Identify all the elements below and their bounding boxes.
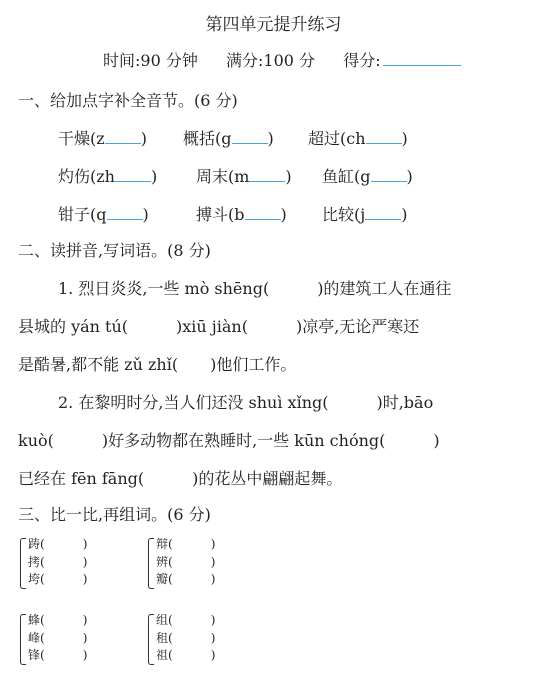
section-2-heading: 二、读拼音,写词语。(8 分) (18, 241, 211, 260)
pinyin-blank[interactable] (371, 169, 407, 182)
section-1-heading: 一、给加点字补全音节。(6 分) (18, 91, 238, 110)
sec1-row-2-c: 鱼缸(g ) (322, 167, 413, 186)
page-title: 第四单元提升练习 (205, 15, 342, 35)
sec1-row-1 (58, 126, 147, 149)
score-blank[interactable] (383, 51, 461, 66)
pinyin-blank[interactable] (366, 131, 402, 144)
full-score-label: 满分:100 分 (226, 51, 316, 70)
pinyin-blank[interactable] (249, 169, 285, 182)
sec2-line: 是酷暑,都不能 zǔ zhǐ( )他们工作。 (18, 355, 297, 374)
brace (20, 614, 26, 665)
pinyin-blank[interactable] (107, 207, 143, 220)
time-label: 时间:90 分钟 (103, 51, 198, 70)
sec1-row-2-b: 周末(m ) (196, 167, 292, 186)
brace (148, 538, 154, 589)
brace (148, 614, 154, 665)
char-group-4: 组( ) 租( ) 祖( ) (148, 612, 238, 666)
sec2-line: 县城的 yán tú( )xiū jiàn( )凉亭,无论严寒还 (18, 317, 420, 336)
sec1-item: 干燥(z ) (58, 129, 147, 148)
sec2-line: 1. 烈日炎炎,一些 mò shēng( )的建筑工人在通往 (58, 279, 452, 298)
pinyin-blank[interactable] (365, 207, 401, 220)
sec2-line: 2. 在黎明时分,当人们还没 shuì xǐng( )时,bāo (58, 393, 434, 412)
sec1-row-3-b: 搏斗(b ) (196, 205, 287, 224)
sec1-row-1-b: 概括(g ) (183, 129, 274, 148)
pinyin-blank[interactable] (115, 169, 151, 182)
pinyin-blank[interactable] (245, 207, 281, 220)
char-group-2: 辩( ) 辨( ) 瓣( ) (148, 536, 238, 590)
sec1-row-1-c: 超过(ch ) (308, 129, 408, 148)
score-label: 得分: (343, 51, 381, 70)
sec1-row-3-c: 比较(j ) (322, 205, 408, 224)
sec2-line: 已经在 fēn fāng( )的花丛中翩翩起舞。 (18, 469, 343, 488)
brace (20, 538, 26, 589)
pinyin-blank[interactable] (105, 131, 141, 144)
char-group-3: 蜂( ) 峰( ) 锋( ) (20, 612, 110, 666)
exam-meta (103, 48, 461, 71)
sec2-line: kuò( )好多动物都在熟睡时,一些 kūn chóng( ) (18, 431, 440, 450)
pinyin-blank[interactable] (232, 131, 268, 144)
sec1-row-3-a: 钳子(q ) (58, 205, 149, 224)
section-3-heading: 三、比一比,再组词。(6 分) (18, 505, 211, 524)
char-group-1: 踌( ) 拷( ) 垮( ) (20, 536, 110, 590)
sec1-row-2-a: 灼伤(zh ) (58, 167, 158, 186)
